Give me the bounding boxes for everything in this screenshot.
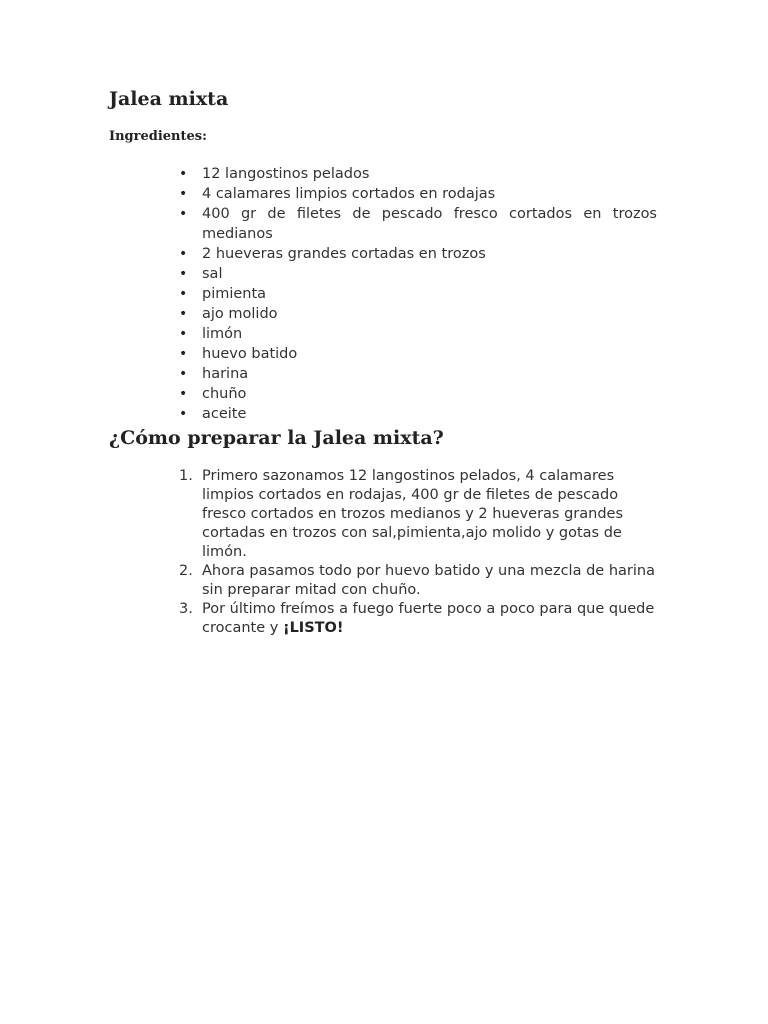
bullet-icon: •: [179, 286, 188, 302]
bullet-icon: •: [179, 346, 188, 362]
ingredient-text: 400 gr de filetes de pescado fresco cortados en trozos medianos: [202, 206, 657, 242]
bullet-icon: •: [179, 366, 188, 382]
ingredient-text: 2 hueveras grandes cortadas en trozos: [202, 246, 486, 262]
recipe-document: [109, 84, 657, 638]
ingredient-text: ajo molido: [202, 306, 278, 322]
listo-emphasis: ¡LISTO!: [282, 620, 344, 636]
list-item: [179, 284, 657, 304]
list-item: [179, 384, 657, 404]
ingredient-text: limón: [202, 326, 243, 342]
recipe-title: Jalea mixta: [109, 88, 229, 110]
ingredient-text: 12 langostinos pelados: [202, 166, 370, 182]
list-item: [179, 164, 657, 184]
bullet-icon: •: [179, 206, 188, 222]
bullet-icon: •: [179, 266, 188, 282]
list-item: [179, 404, 657, 424]
list-item: [179, 244, 657, 264]
ingredient-text: chuño: [202, 386, 247, 402]
list-item: [179, 264, 657, 284]
bullet-icon: •: [179, 186, 188, 202]
bullet-icon: •: [179, 386, 188, 402]
list-item: [179, 562, 657, 600]
ingredient-text: sal: [202, 266, 223, 282]
step-text: Por último freímos a fuego fuerte poco a poco para que quede crocante y: [202, 601, 655, 636]
ingredients-list: [109, 164, 657, 424]
bullet-icon: •: [179, 406, 188, 422]
preparation-heading: ¿Cómo preparar la Jalea mixta?: [109, 427, 444, 449]
list-item: [179, 304, 657, 324]
step-number: 2.: [179, 563, 193, 579]
list-item: [179, 324, 657, 344]
list-item: [179, 204, 657, 244]
step-number: 3.: [179, 601, 193, 617]
bullet-icon: •: [179, 166, 188, 182]
list-item: [179, 364, 657, 384]
ingredient-text: 4 calamares limpios cortados en rodajas: [202, 186, 496, 202]
step-text: Primero sazonamos 12 langostinos pelados, 4 calamares limpios cortados en rodajas, 400 gr de filetes de pescado fresco cortados en trozos medianos y 2 hueveras grandes cortadas en trozos con sal,pimienta,ajo molido y gotas de limón.: [202, 468, 624, 560]
bullet-icon: •: [179, 246, 188, 262]
ingredient-text: harina: [202, 366, 249, 382]
bullet-icon: •: [179, 306, 188, 322]
step-text: Ahora pasamos todo por huevo batido y una mezcla de harina sin preparar mitad con chuño.: [202, 563, 655, 598]
bullet-icon: •: [179, 326, 188, 342]
ingredient-text: aceite: [202, 406, 247, 422]
list-item: [179, 184, 657, 204]
ingredient-text: pimienta: [202, 286, 267, 302]
ingredient-text: huevo batido: [202, 346, 298, 362]
list-item: [179, 600, 657, 638]
step-number: 1.: [179, 468, 193, 484]
preparation-steps-list: [109, 467, 657, 638]
ingredients-heading: Ingredientes:: [109, 129, 207, 144]
list-item: [179, 467, 657, 562]
list-item: [179, 344, 657, 364]
